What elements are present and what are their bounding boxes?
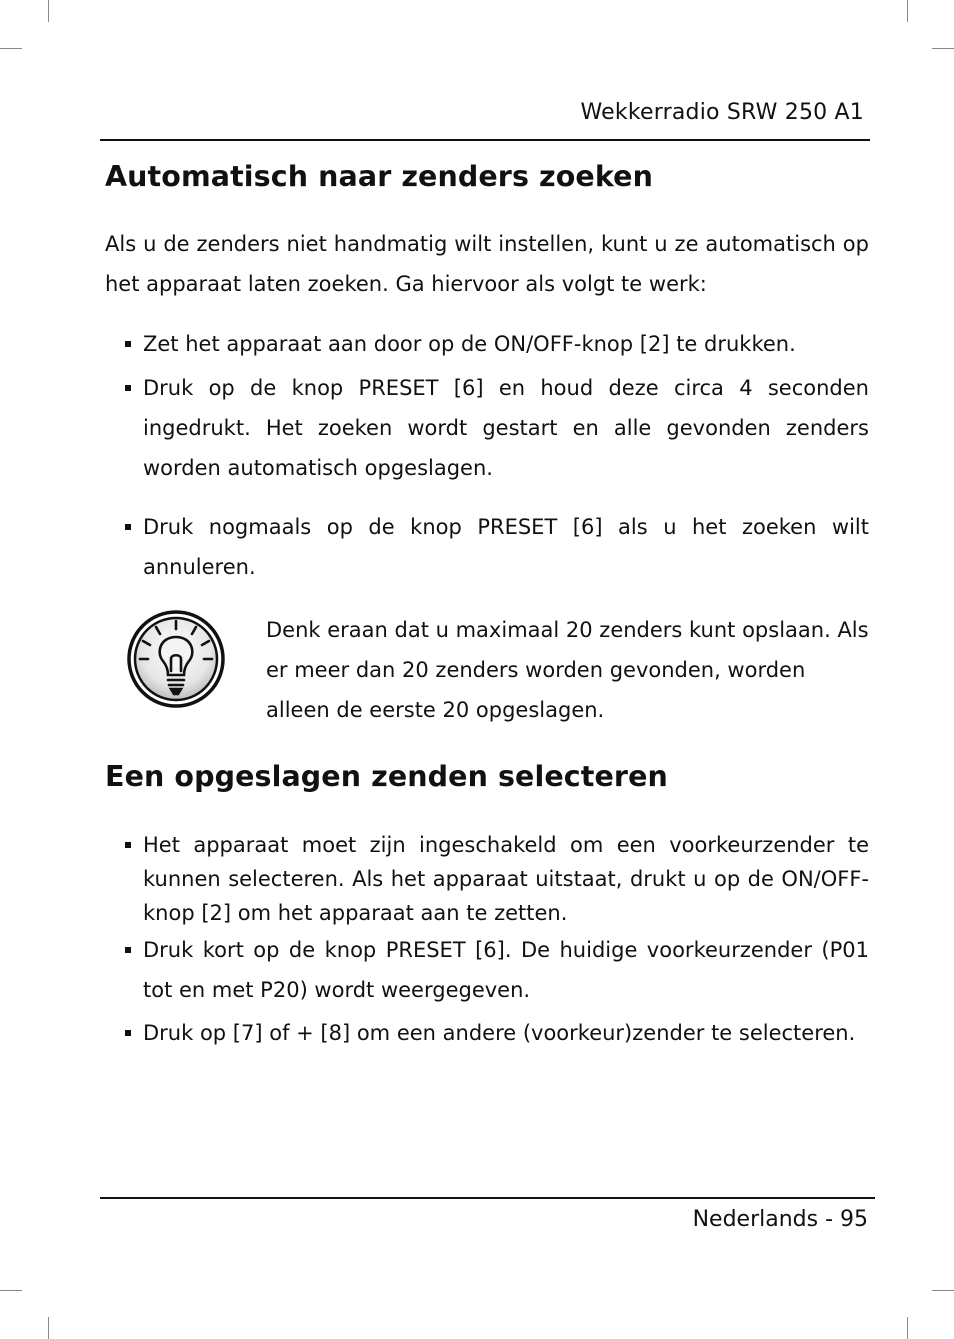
bullet-square-icon [125,1030,131,1036]
section-title-select-station: Een opgeslagen zenden selecteren [105,760,668,793]
intro-paragraph: Als u de zenders niet handmatig wilt instellen, kunt u ze automatisch op het apparaat laten zoeken. Ga hiervoor als volgt te werk: [105,232,869,296]
crop-mark [907,0,908,22]
bullet-square-icon [125,385,131,391]
list-item: Druk op de knop PRESET [6] en houd deze circa 4 seconden ingedrukt. Het zoeken wordt gestart en alle gevonden zenders worden automatisch opgeslagen. [125,368,869,488]
list-item: Druk nogmaals op de knop PRESET [6] als u het zoeken wilt annuleren. [125,507,869,587]
crop-mark [932,1290,954,1291]
select-station-steps [125,828,869,1053]
crop-mark [0,48,22,49]
crop-mark [907,1317,908,1339]
bullet-square-icon [125,524,131,530]
header-rule [100,139,870,141]
auto-search-steps [125,324,869,488]
crop-mark [48,0,49,22]
bullet-square-icon [125,842,131,848]
list-item: Het apparaat moet zijn ingeschakeld om een voorkeurzender te kunnen selecteren. Als het apparaat uitstaat, drukt u op de ON/OFF-knop [2] om het apparaat aan te zetten. [125,828,869,930]
bullet-square-icon [125,947,131,953]
running-header: Wekkerradio SRW 250 A1 [580,100,864,125]
page-number: Nederlands - 95 [692,1207,868,1232]
auto-search-steps-cont [125,507,869,587]
crop-mark [0,1290,22,1291]
list-item: Druk kort op de knop PRESET [6]. De huidige voorkeurzender (P01 tot en met P20) wordt weergegeven. [125,930,869,1010]
crop-mark [932,48,954,49]
tip-text: Denk eraan dat u maximaal 20 zenders kunt opslaan. Als er meer dan 20 zenders worden gevonden, worden alleen de eerste 20 opgeslagen. [266,618,869,722]
list-item: Zet het apparaat aan door op de ON/OFF-knop [2] te drukken. [125,324,869,364]
list-item: Druk op [7] of + [8] om een andere (voorkeur)zender te selecteren. [125,1013,869,1053]
crop-mark [48,1317,49,1339]
lightbulb-icon [126,609,226,709]
bullet-square-icon [125,341,131,347]
section-title-auto-search: Automatisch naar zenders zoeken [105,160,653,193]
footer-rule [100,1197,875,1199]
